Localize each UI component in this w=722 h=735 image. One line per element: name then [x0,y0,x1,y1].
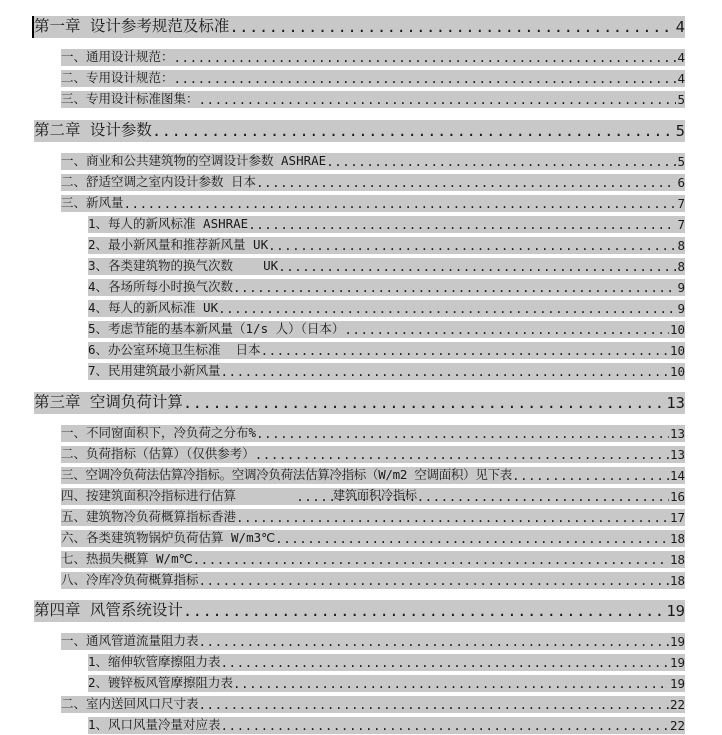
toc-page: 18 [669,531,685,546]
toc-entry[interactable] [88,717,685,734]
toc-page: 13 [666,394,685,412]
toc-title: 一、通用设计规范： [61,49,174,64]
toc-page: 13 [669,447,685,462]
toc-title: 1、每人的新风标准 ASHRAE [88,216,249,231]
toc-page: 5 [675,122,685,140]
toc-entry[interactable] [61,633,685,650]
toc-entry[interactable] [61,425,685,442]
toc-title: 一、商业和公共建筑物的空调设计参数 ASHRAE [61,153,327,168]
toc-entry[interactable] [88,342,685,359]
toc-entry[interactable] [61,551,685,568]
toc-entry[interactable] [88,675,685,692]
toc-page: 19 [669,634,685,649]
toc-page: 5 [677,154,685,169]
toc-entry[interactable] [61,488,685,505]
toc-overlay-text: 建筑面积冷指标 [333,488,418,502]
toc-page: 4 [677,71,685,86]
toc-entry[interactable] [61,174,685,191]
toc-page: 9 [677,301,685,316]
toc-entry[interactable] [61,572,685,589]
toc-entry[interactable] [88,237,685,254]
toc-page: 10 [669,343,685,358]
toc-page: 10 [669,322,685,337]
toc-page: 13 [669,426,685,441]
toc-title: 二、负荷指标（估算）（仅供参考） [61,446,255,461]
toc-entry[interactable] [88,363,685,380]
toc-title: 第三章 空调负荷计算 [34,393,183,411]
toc-entry[interactable] [61,49,685,66]
toc-entry[interactable] [61,467,685,484]
toc-page: 18 [669,552,685,567]
toc-page: 18 [669,573,685,588]
toc-page: 8 [677,259,685,274]
toc-chapter-1[interactable] [34,16,685,38]
toc-title: 七、热损失概算 W/m℃ [61,551,193,566]
toc-entry[interactable] [88,300,685,317]
toc-page: 14 [669,468,685,483]
toc-title: 7、民用建筑最小新风量 [88,363,221,378]
toc-title: 1、风口风量冷量对应表 [88,717,221,732]
toc-title: 八、冷库冷负荷概算指标 [61,572,199,587]
toc-page: 10 [669,364,685,379]
toc-entry[interactable] [61,509,685,526]
toc-page: 22 [669,697,685,712]
toc-entry[interactable] [88,654,685,671]
toc-title: 一、通风管道流量阻力表 [61,633,199,648]
toc-page: 7 [677,196,685,211]
toc-title: 六、各类建筑物锅炉负荷估算 W/m3℃ [61,530,276,545]
toc-title: 4、各场所每小时换气次数 [88,279,234,294]
toc-page: 9 [677,280,685,295]
toc-page: 19 [666,602,685,620]
toc-title: 第二章 设计参数 [34,121,152,139]
toc-entry[interactable] [61,70,685,87]
toc-title: 二、室内送回风口尺寸表 [61,696,199,711]
toc-chapter-4[interactable] [34,600,685,622]
toc-page: 4 [677,50,685,65]
toc-title: 4、每人的新风标准 UK [88,300,219,315]
toc-title: 三、专用设计标准图集： [61,91,199,106]
toc-entry[interactable] [61,696,685,713]
toc-title: 1、缩伸软管摩擦阻力表 [88,654,221,669]
toc-title: 5、考虑节能的基本新风量（1/s 人）（日本） [88,321,345,336]
toc-entry[interactable] [61,195,685,212]
toc-page: 22 [669,718,685,733]
toc-entry[interactable] [88,258,685,275]
toc-page: 16 [669,489,685,504]
toc-entry[interactable] [61,446,685,463]
toc-page: 17 [669,510,685,525]
toc-title: 四、按建筑面积冷指标进行估算 [61,488,297,503]
toc-title: 三、空调冷负荷法估算冷指标。空调冷负荷法估算冷指标（W/m2 空调面积）见下表 [61,467,512,482]
toc-entry[interactable] [61,153,685,170]
toc-page: 19 [669,676,685,691]
toc-title: 五、建筑物冷负荷概算指标香港 [61,509,237,524]
toc-title: 6、办公室环境卫生标准 日本 [88,342,261,357]
toc-title: 三、新风量 [61,195,124,210]
toc-page: 19 [669,655,685,670]
toc-entry[interactable] [88,216,685,233]
toc-entry[interactable] [61,530,685,547]
toc-title: 第一章 设计参考规范及标准 [34,17,230,35]
toc-title: 3、各类建筑物的换气次数 UK [88,258,279,273]
toc-title: 二、舒适空调之室内设计参数 日本 [61,174,257,189]
toc-page: 4 [675,18,685,36]
toc-title: 一、不同窗面积下，冷负荷之分布% [61,425,257,440]
toc-page: 5 [677,92,685,107]
toc-entry[interactable] [88,279,685,296]
toc-page: 8 [677,238,685,253]
toc-entry[interactable] [61,91,685,108]
toc-page: 7 [677,217,685,232]
toc-title: 2、最小新风量和推荐新风量 UK [88,237,269,252]
toc-page: 6 [677,175,685,190]
toc-entry[interactable] [88,321,685,338]
toc-title: 第四章 风管系统设计 [34,601,183,619]
toc-chapter-2[interactable] [34,120,685,142]
toc-chapter-3[interactable] [34,392,685,414]
toc-title: 二、专用设计规范： [61,70,174,85]
toc-title: 2、镀锌板风管摩擦阻力表 [88,675,234,690]
